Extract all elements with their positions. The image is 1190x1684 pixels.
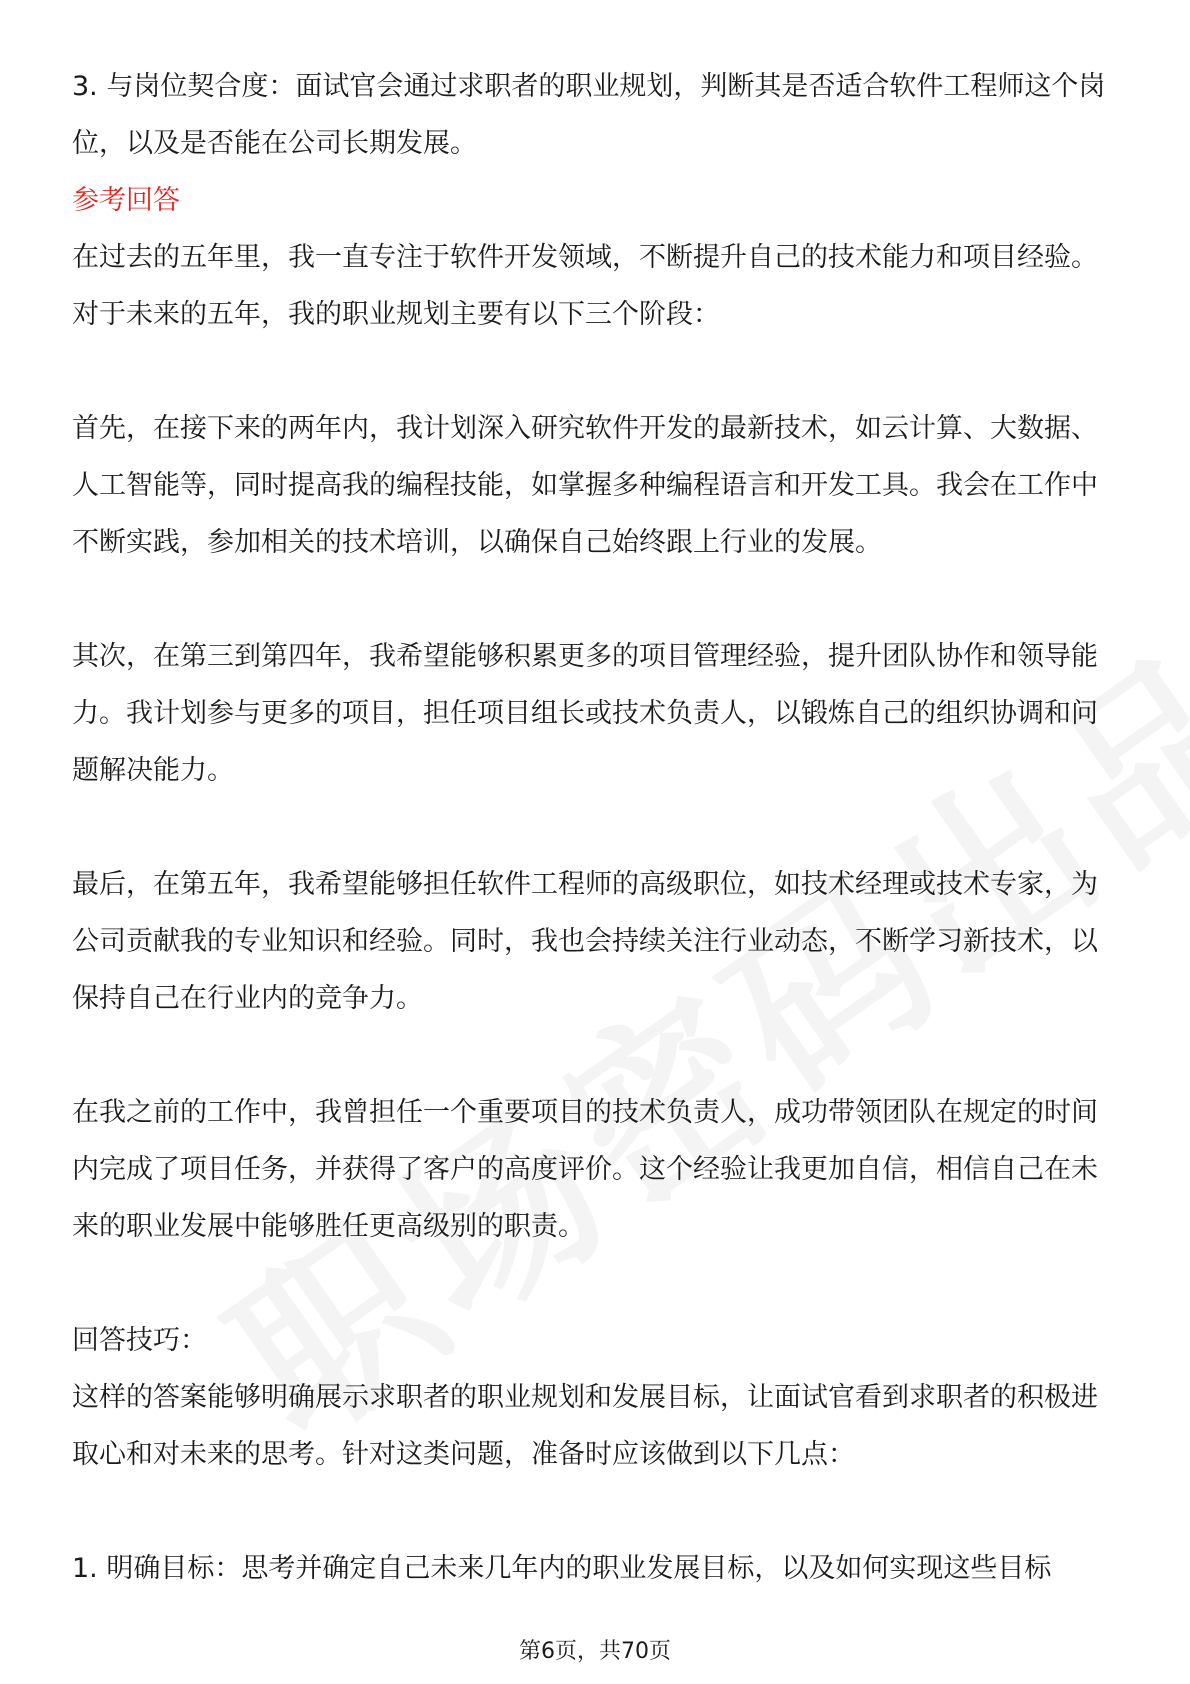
paragraph-intro: 在过去的五年里，我一直专注于软件开发领域，不断提升自己的技术能力和项目经验。对于未来的五年，我的职业规划主要有以下三个阶段： — [72, 242, 1098, 330]
paragraph-job-fit: 3. 与岗位契合度：面试官会通过求职者的职业规划，判断其是否适合软件工程师这个岗位，以及是否能在公司长期发展。 — [72, 71, 1106, 159]
paragraph-second-stage: 其次，在第三到第四年，我希望能够积累更多的项目管理经验，提升团队协作和领导能力。我计划参与更多的项目，担任项目组长或技术负责人，以锻炼自己的组织协调和问题解决能力。 — [72, 641, 1098, 786]
paragraph-experience: 在我之前的工作中，我曾担任一个重要项目的技术负责人，成功带领团队在规定的时间内完成了项目任务，并获得了客户的高度评价。这个经验让我更加自信，相信自己在未来的职业发展中能够胜任更高级别的职责。 — [72, 1097, 1098, 1242]
section-heading-reference-answer: 参考回答 — [72, 185, 180, 216]
paragraph-third-stage: 最后，在第五年，我希望能够担任软件工程师的高级职位，如技术经理或技术专家，为公司贡献我的专业知识和经验。同时，我也会持续关注行业动态，不断学习新技术，以保持自己在行业内的竞争力。 — [72, 869, 1098, 1014]
page-footer: 第6页，共70页 — [519, 1639, 671, 1664]
tips-title: 回答技巧： — [72, 1325, 207, 1356]
list-item-clear-goals: 1. 明确目标：思考并确定自己未来几年内的职业发展目标，以及如何实现这些目标 — [72, 1553, 1052, 1584]
paragraph-first-stage: 首先，在接下来的两年内，我计划深入研究软件开发的最新技术，如云计算、大数据、人工智能等，同时提高我的编程技能，如掌握多种编程语言和开发工具。我会在工作中不断实践，参加相关的技术培训，以确保自己始终跟上行业的发展。 — [72, 413, 1098, 558]
paragraph-tips: 这样的答案能够明确展示求职者的职业规划和发展目标，让面试官看到求职者的积极进取心和对未来的思考。针对这类问题，准备时应该做到以下几点： — [72, 1382, 1098, 1470]
page-body — [72, 58, 1122, 1597]
